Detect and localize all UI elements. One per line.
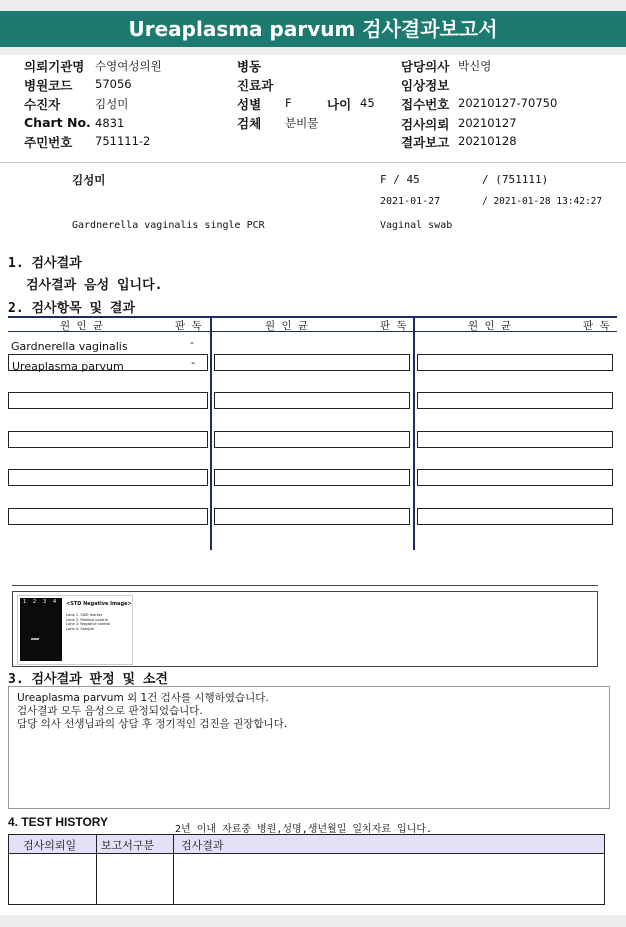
header-value: 20210127-70750: [458, 96, 558, 110]
reported-datetime: / 2021-01-28 13:42:27: [482, 196, 603, 207]
conclusion-line: 담당 의사 선생님과의 상담 후 정기적인 검진을 권장합니다.: [17, 718, 288, 730]
conclusion-line: 검사결과 모두 음성으로 판정되었습니다.: [17, 705, 203, 717]
header-label: Chart No.: [24, 115, 91, 130]
column-header-result: 판 독: [583, 320, 610, 332]
header-value: F: [285, 96, 292, 110]
result-cell: [417, 508, 613, 525]
gel-legend-line: Lane 3. Negative control: [66, 622, 111, 626]
gel-lane-number: 1: [23, 599, 27, 605]
history-col-result: 검사결과: [181, 839, 224, 852]
header-label: 검사의뢰: [401, 117, 450, 132]
header-value: 4831: [95, 116, 125, 130]
column-header-name: 원 인 균: [60, 320, 104, 332]
specimen-type: Vaginal swab: [380, 220, 453, 231]
result-cell: [8, 335, 208, 352]
result-cell: [417, 392, 613, 409]
gel-caption: <STD Negative Image>: [66, 601, 132, 607]
header-divider: [0, 162, 626, 163]
received-date: 2021-01-27: [380, 196, 441, 207]
report-title: Ureaplasma parvum 검사결과보고서: [0, 11, 626, 47]
result-cell: [8, 469, 208, 486]
history-note: 2년 이내 자료중 병원,성명,생년월일 일치자료 입니다.: [175, 824, 433, 835]
header-value: 수영여성의원: [95, 59, 162, 73]
header-label: 병원코드: [24, 78, 73, 93]
result-cell: [8, 392, 208, 409]
organism-name: Ureaplasma parvum: [12, 360, 124, 373]
header-value: 김성미: [95, 97, 129, 111]
gel-legend-line: Lane 2. Positive control: [66, 617, 108, 622]
gel-lane-number: 2: [33, 599, 37, 605]
result-cell: [214, 508, 410, 525]
result-cell: [214, 431, 410, 448]
history-col-request-date: 검사의뢰일: [23, 839, 77, 852]
header-label: 성별: [237, 97, 262, 112]
section4-title: 4. TEST HISTORY: [8, 815, 109, 829]
column-divider: [413, 316, 415, 550]
history-col-divider-2: [173, 835, 174, 904]
gel-image: [17, 595, 133, 665]
header-value: 751111-2: [95, 134, 151, 148]
header-label: 진료과: [237, 78, 274, 93]
header-label: 결과보고: [401, 135, 450, 150]
header-label: 병동: [237, 59, 262, 74]
result-cell: [8, 508, 208, 525]
header-label: 검체: [237, 116, 262, 131]
result-cell: [417, 431, 613, 448]
column-header-name: 원 인 균: [468, 320, 512, 332]
header-value: 20210128: [458, 134, 517, 148]
history-table: [8, 834, 605, 905]
section1-title: 1. 검사결과: [8, 256, 82, 271]
conclusion-text: [17, 692, 287, 731]
header-label: 수진자: [24, 97, 61, 112]
section2-title: 2. 검사항목 및 결과: [8, 301, 136, 316]
column-divider: [210, 316, 212, 550]
age-label: 나이: [327, 97, 352, 112]
bottom-band: [0, 915, 626, 927]
result-cell: [214, 392, 410, 409]
patient-rrn: / (751111): [482, 173, 549, 186]
result-cell: [417, 354, 613, 371]
header-value: 57056: [95, 77, 132, 91]
column-header-name: 원 인 균: [265, 320, 309, 332]
result-cell: [8, 354, 208, 371]
gel-legend-line: Lane 4. Sample: [66, 626, 94, 631]
header-label: 임상정보: [401, 78, 450, 93]
column-header-result: 판 독: [380, 320, 407, 332]
header-label: 의뢰기관명: [24, 59, 85, 74]
gel-legend: [66, 613, 110, 631]
test-name: Gardnerella vaginalis single PCR: [72, 220, 265, 231]
result-cell: [214, 354, 410, 371]
header-label: 접수번호: [401, 97, 450, 112]
result-cell: [214, 469, 410, 486]
gel-lane-number: 3: [43, 599, 47, 605]
header-label: 담당의사: [401, 59, 450, 74]
gel-strip: [20, 598, 62, 661]
gel-legend-line: Lane 1. SIZE marker: [66, 613, 103, 617]
gel-band: [31, 638, 39, 640]
age-value: 45: [360, 96, 375, 110]
header-value: 20210127: [458, 116, 517, 130]
history-col-divider-1: [96, 835, 97, 904]
result-cell: [8, 431, 208, 448]
section3-title: 3. 검사결과 판정 및 소견: [8, 672, 168, 687]
history-header-row: [9, 835, 604, 854]
result-cell: [417, 469, 613, 486]
header-label: 주민번호: [24, 135, 73, 150]
organism-result: -: [191, 356, 195, 369]
column-header-result: 판 독: [175, 320, 202, 332]
gel-lane-number: 4: [53, 599, 57, 605]
patient-name: 김성미: [72, 173, 106, 187]
conclusion-line: Ureaplasma parvum 외 1건 검사를 시행하였습니다.: [17, 692, 269, 704]
conclusion-box: [8, 686, 610, 809]
history-col-report-type: 보고서구분: [101, 839, 155, 852]
header-value: 박신영: [458, 59, 492, 73]
header-value: 분비물: [285, 116, 319, 130]
section1-result: 검사결과 음성 입니다.: [26, 278, 163, 293]
patient-sex-age: F / 45: [380, 173, 420, 186]
organism-result: -: [190, 336, 194, 349]
image-top-rule: [12, 585, 598, 586]
organism-name: Gardnerella vaginalis: [11, 340, 128, 353]
